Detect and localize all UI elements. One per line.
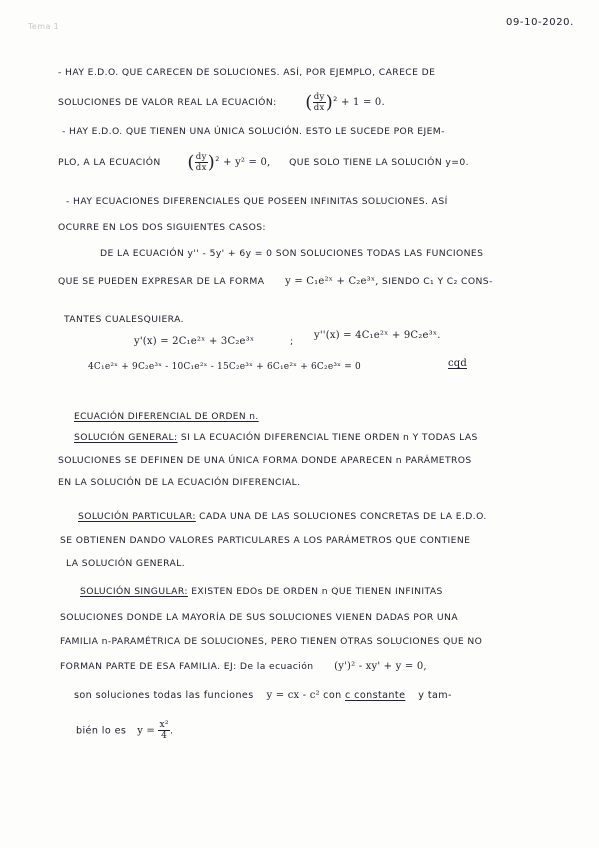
- part-label: SOLUCIÓN PARTICULAR:: [78, 511, 196, 522]
- page-date: 09-10-2020.: [506, 17, 574, 28]
- p3-deriv1: y'(x) = 2C₁e²ˣ + 3C₂e³ˣ: [134, 336, 255, 347]
- sing-l5-eq: y = cx - c²: [266, 690, 320, 701]
- p1-fraction: [313, 92, 326, 113]
- p1-close-paren: ): [325, 92, 334, 113]
- faint-header: Tema 1: [28, 22, 60, 31]
- p3-cqd: cqd: [448, 358, 468, 369]
- sing-l4-text: FORMAN PARTE DE ESA FAMILIA. EJ: De la ecuación: [60, 661, 314, 672]
- p1-frac-num: dy: [313, 92, 325, 102]
- p2-exponent: 2: [215, 154, 220, 163]
- p2-fraction: [195, 152, 208, 173]
- p3-line4-eq: y = C₁e²ˣ + C₂e³ˣ,: [285, 276, 379, 287]
- sing-l5-text: son soluciones todas las funciones: [74, 690, 254, 701]
- p1-line2-text: SOLUCIONES DE VALOR REAL LA ECUACIÓN:: [58, 97, 277, 108]
- sing-line3: FAMILIA n-PARAMÉTRICA DE SOLUCIONES, PERO TIENEN OTRAS SOLUCIONES QUE NO: [60, 636, 483, 647]
- gen-label: SOLUCIÓN GENERAL:: [74, 432, 178, 443]
- sing-line6: [76, 720, 173, 741]
- p2-line2-end: QUE SOLO TIENE LA SOLUCIÓN y=0.: [289, 157, 469, 168]
- sing-l6-period: .: [169, 725, 174, 737]
- p2-frac-den: dx: [195, 163, 207, 173]
- p2-line2-tail: + y² = 0,: [223, 157, 271, 168]
- sing-l6-y: y =: [137, 725, 155, 737]
- sing-line4: [60, 661, 427, 672]
- p1-exponent: 2: [333, 94, 338, 103]
- p3-line4-text: QUE SE PUEDEN EXPRESAR DE LA FORMA: [58, 276, 265, 287]
- p3-deriv2: y''(x) = 4C₁e²ˣ + 9C₂e³ˣ.: [314, 330, 441, 341]
- p1-line2: [58, 92, 385, 113]
- gen-line3: EN LA SOLUCIÓN DE LA ECUACIÓN DIFERENCIAL.: [58, 477, 301, 488]
- p2-line2: [58, 152, 469, 173]
- p3-separator: ;: [290, 336, 294, 347]
- p2-close-paren: ): [207, 152, 216, 173]
- p1-frac-den: dx: [313, 103, 325, 113]
- p3-line1: - HAY ECUACIONES DIFERENCIALES QUE POSEEN INFINITAS SOLUCIONES. ASÍ: [66, 196, 448, 207]
- sing-l5-con: con: [323, 690, 342, 701]
- part-l1: CADA UNA DE LAS SOLUCIONES CONCRETAS DE LA E.D.O.: [199, 511, 487, 522]
- sing-line2: SOLUCIONES DONDE LA MAYORÍA DE SUS SOLUCIONES VIENEN DADAS POR UNA: [60, 612, 459, 623]
- sing-l4-eq: (y')² - xy' + y = 0,: [334, 661, 427, 672]
- sing-l6-num: x²: [159, 720, 169, 730]
- gen-line2: SOLUCIONES SE DEFINEN DE UNA ÚNICA FORMA DONDE APARECEN n PARÁMETROS: [58, 455, 472, 466]
- sing-l5-under: c constante: [345, 690, 406, 701]
- gen-line1: [74, 432, 478, 443]
- sing-label: SOLUCIÓN SINGULAR:: [80, 586, 188, 597]
- sing-l6-den: 4: [161, 731, 168, 741]
- p1-open-paren: (: [305, 92, 313, 113]
- sing-line5: [74, 690, 452, 701]
- sing-l5-tail: y tam-: [418, 690, 452, 701]
- gen-l1: SI LA ECUACIÓN DIFERENCIAL TIENE ORDEN n Y TODAS LAS: [180, 432, 478, 443]
- p3-line2: OCURRE EN LOS DOS SIGUIENTES CASOS:: [58, 222, 266, 233]
- p3-line5: TANTES CUALESQUIERA.: [64, 314, 184, 325]
- p3-line4-tail: SIENDO C₁ Y C₂ CONS-: [382, 276, 493, 287]
- sing-l6-fraction: [158, 720, 169, 741]
- p2-line1: - HAY E.D.O. QUE TIENEN UNA ÚNICA SOLUCIÓN. ESTO LE SUCEDE POR EJEM-: [62, 126, 445, 137]
- part-line2: SE OBTIENEN DANDO VALORES PARTICULARES A LOS PARÁMETROS QUE CONTIENE: [60, 535, 471, 546]
- p3-line4: [58, 276, 493, 287]
- p2-open-paren: (: [187, 152, 195, 173]
- sing-line1: [80, 586, 443, 597]
- p1-line2-tail: + 1 = 0.: [341, 97, 385, 108]
- sing-l1: EXISTEN EDOs DE ORDEN n QUE TIENEN INFINITAS: [191, 586, 443, 597]
- p3-line3: DE LA ECUACIÓN y'' - 5y' + 6y = 0 SON SOLUCIONES TODAS LAS FUNCIONES: [100, 248, 484, 259]
- sing-l6-text: bién lo es: [76, 725, 127, 737]
- part-line3: LA SOLUCIÓN GENERAL.: [66, 558, 186, 569]
- section-heading: ECUACIÓN DIFERENCIAL DE ORDEN n.: [74, 412, 259, 422]
- p3-check: 4C₁e²ˣ + 9C₂e³ˣ - 10C₁e²ˣ - 15C₂e³ˣ + 6C₁e²ˣ + 6C₂e³ˣ = 0: [88, 362, 361, 372]
- p1-line1: - HAY E.D.O. QUE CARECEN DE SOLUCIONES. ASÍ, POR EJEMPLO, CARECE DE: [58, 67, 436, 78]
- p2-frac-num: dy: [195, 152, 207, 162]
- p2-line2-text: PLO, A LA ECUACIÓN: [58, 157, 161, 168]
- part-line1: [78, 511, 487, 522]
